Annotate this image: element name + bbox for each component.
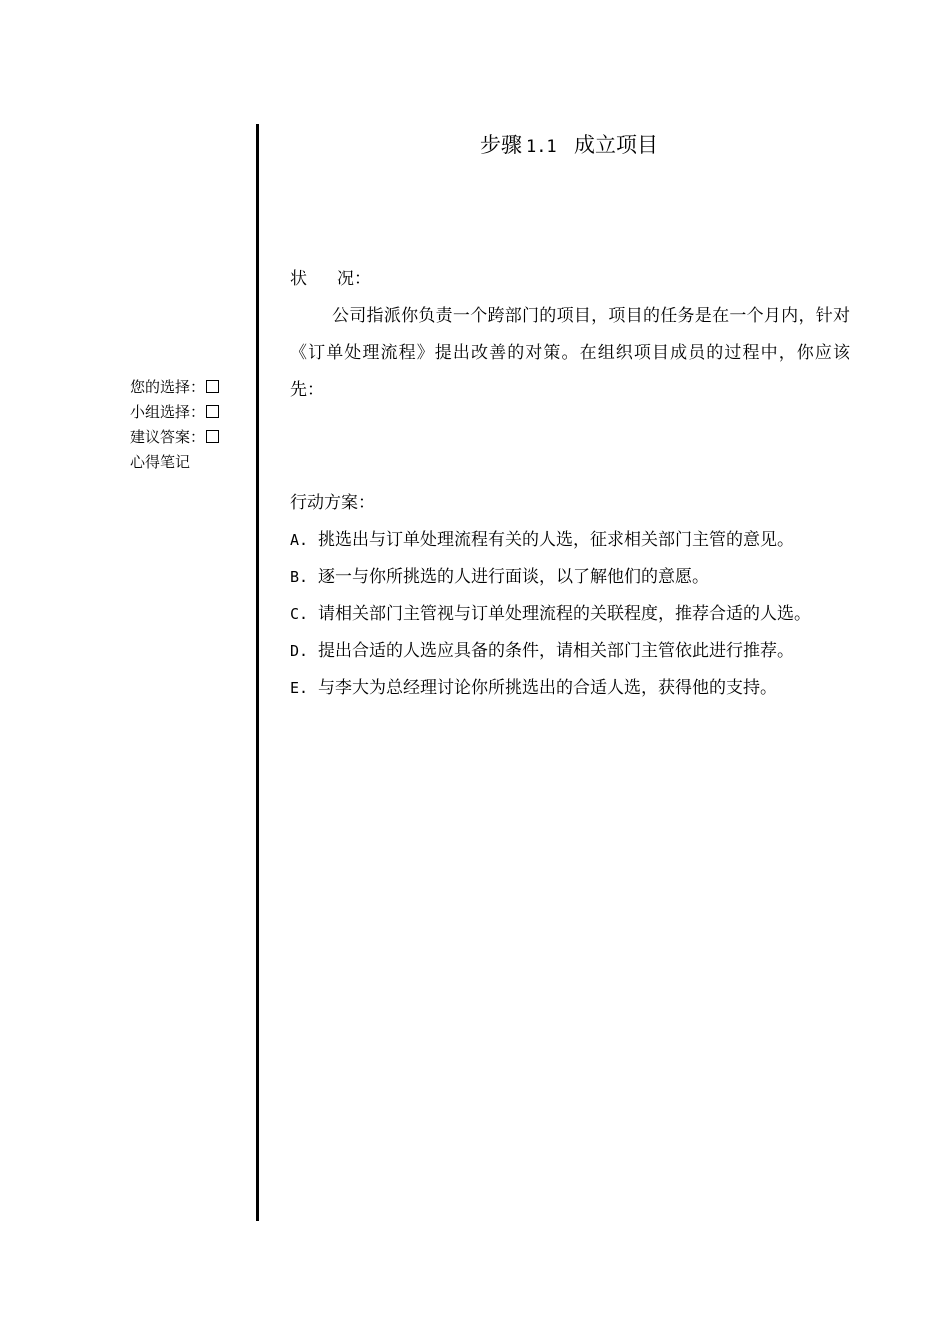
title-text: 成立项目 [574,133,659,157]
option-key: D. [290,642,309,660]
option-key: C. [290,605,309,623]
option-text: 提出合适的人选应具备的条件，请相关部门主管依此进行推荐。 [318,641,794,661]
option-text: 逐一与你所挑选的人进行面谈，以了解他们的意愿。 [318,567,709,587]
option-text: 与李大为总经理讨论你所挑选出的合适人选，获得他的支持。 [318,678,777,698]
actions-heading: 行动方案： [290,493,375,513]
action-option-c [290,596,850,633]
option-key: B. [290,568,309,586]
situation-paragraph: 公司指派你负责一个跨部门的项目，项目的任务是在一个月内，针对《订单处理流程》提出改善的对策。在组织项目成员的过程中，你应该先： [290,306,850,400]
suggested-answer-row [130,425,252,450]
action-option-a [290,522,850,559]
page-title [290,130,848,162]
notes-label: 心得笔记 [130,453,191,471]
action-options-list [290,522,850,707]
option-key: E. [290,679,309,697]
situation-heading [290,261,850,298]
suggested-answer-checkbox[interactable] [206,430,219,443]
answer-sidebar [130,375,252,475]
title-number: 1.1 [525,137,557,157]
your-choice-checkbox[interactable] [206,380,219,393]
your-choice-row [130,375,252,400]
group-choice-label: 小组选择： [130,403,206,421]
notes-row [130,450,252,475]
action-option-e [290,670,850,707]
action-option-b [290,559,850,596]
group-choice-row [130,400,252,425]
your-choice-label: 您的选择： [130,378,206,396]
option-key: A. [290,531,309,549]
option-text: 请相关部门主管视与订单处理流程的关联程度，推荐合适的人选。 [318,604,811,624]
group-choice-checkbox[interactable] [206,405,219,418]
situation-label-b: 况： [337,269,371,289]
suggested-answer-label: 建议答案： [130,428,206,446]
option-text: 挑选出与订单处理流程有关的人选，征求相关部门主管的意见。 [318,530,794,550]
situation-label-a: 状 [290,269,307,289]
vertical-divider [256,124,259,1221]
title-prefix: 步骤 [479,133,522,157]
action-option-d [290,633,850,670]
